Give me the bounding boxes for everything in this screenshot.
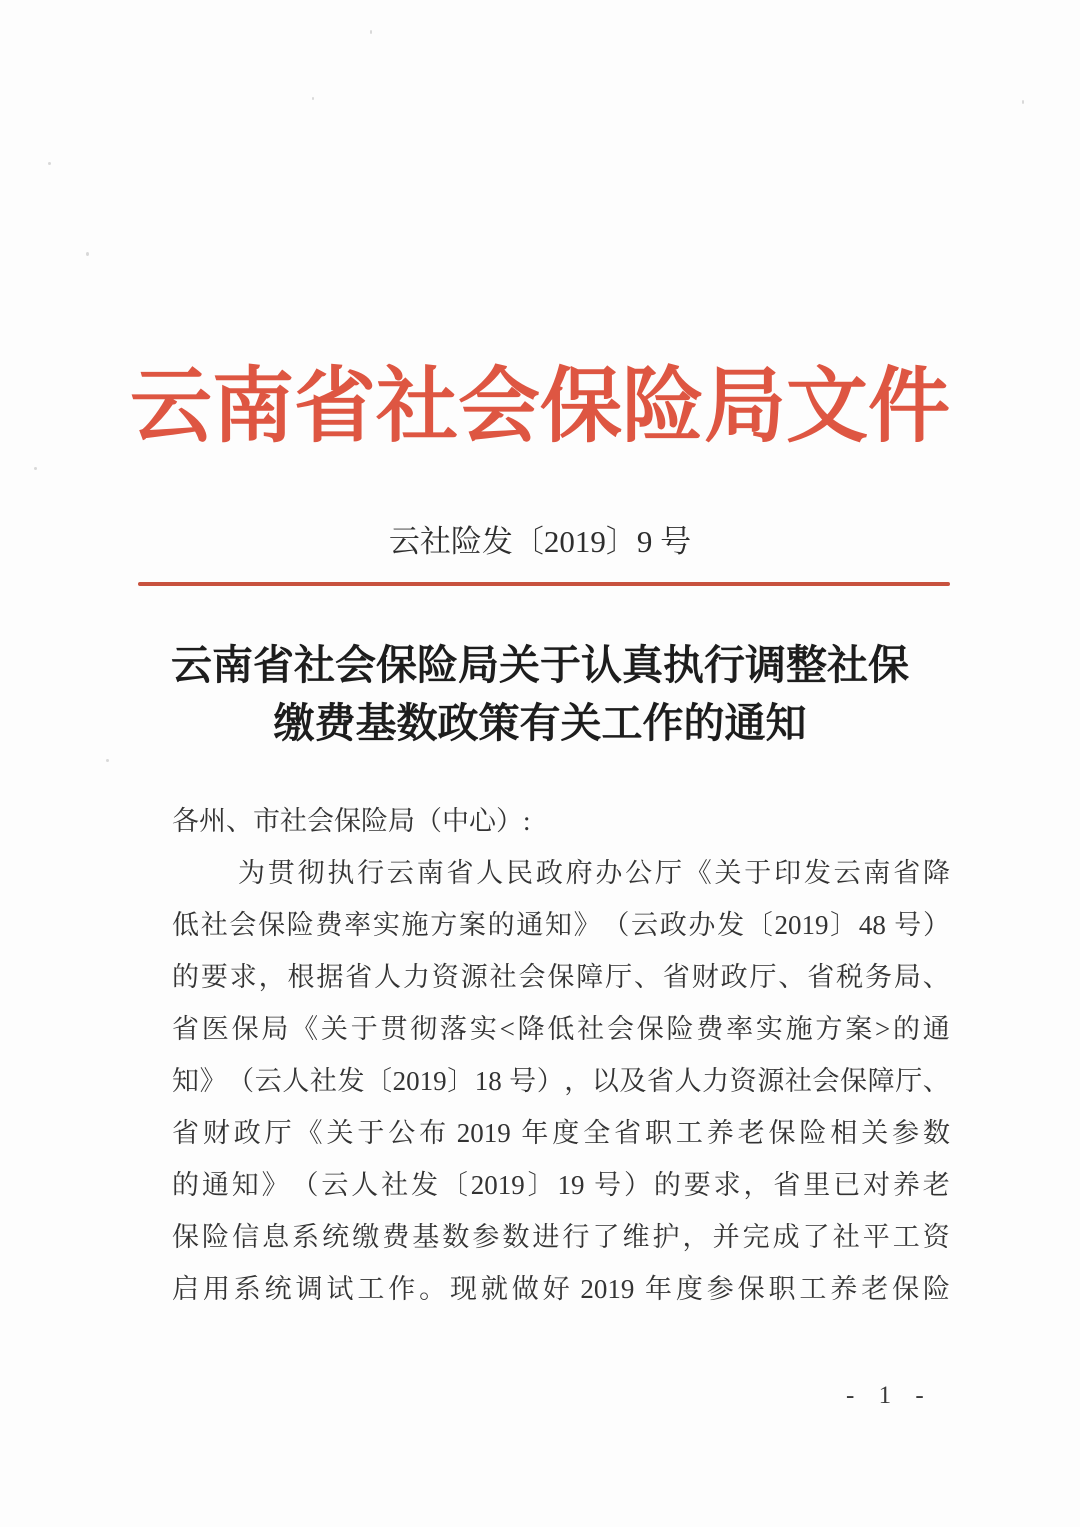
body-text-line: 启 用 系 统 调 试 工 作 。 现 就 做 好 2019 年 度 参 保 职 工 养 老 保 险 bbox=[172, 1274, 950, 1304]
document-title bbox=[90, 636, 990, 752]
scan-speck bbox=[370, 30, 372, 34]
org-title: 云南省社会保险局文件 bbox=[129, 361, 950, 452]
body-text-line: 省 财 政 厅 《 关 于 公 布 2019 年 度 全 省 职 工 养 老 保 险 相 关 参 数 bbox=[172, 1118, 950, 1148]
body-text-line: 为 贯 彻 执 行 云 南 省 人 民 政 府 办 公 厅 《 关 于 印 发 云 南 省 降 bbox=[238, 858, 950, 888]
body-text-line: 低 社 会 保 险 费 率 实 施 方 案 的 通 知 》 （ 云 政 办 发 〔 2019 〕 48 号 ） bbox=[172, 910, 950, 940]
body-text-line: 保 险 信 息 系 统 缴 费 基 数 参 数 进 行 了 维 护 ， 并 完 成 了 社 平 工 资 bbox=[172, 1222, 950, 1252]
body-paragraph bbox=[172, 847, 950, 1315]
scan-speck bbox=[86, 252, 89, 256]
scan-speck bbox=[34, 467, 37, 470]
scan-speck bbox=[1022, 100, 1024, 104]
scan-speck bbox=[48, 162, 51, 165]
body-text-line: 知 》 （ 云 人 社 发 〔 2019 〕 18 号 ） ， 以 及 省 人 力 资 源 社 会 保 障 厅 、 bbox=[172, 1066, 950, 1096]
doc-number: 云社险发〔2019〕9 号 bbox=[388, 524, 692, 559]
document-title-line2: 缴费基数政策有关工作的通知 bbox=[273, 700, 807, 746]
document-title-line1: 云南省社会保险局关于认真执行调整社保 bbox=[171, 642, 909, 688]
body-text-line: 的 通 知 》 （ 云 人 社 发 〔 2019 〕 19 号 ） 的 要 求 ， 省 里 已 对 养 老 bbox=[172, 1170, 950, 1200]
body-text-line: 省 医 保 局 《 关 于 贯 彻 落 实 < 降 低 社 会 保 险 费 率 实 施 方 案 > 的 通 bbox=[172, 1014, 950, 1044]
scan-speck bbox=[106, 759, 109, 762]
red-divider-line bbox=[138, 582, 950, 586]
salutation: 各州、市社会保险局（中心）: bbox=[172, 806, 531, 836]
page-number: - 1 - bbox=[846, 1382, 933, 1409]
body-text-line: 的 要 求 ， 根 据 省 人 力 资 源 社 会 保 障 厅 、 省 财 政 厅 、 省 税 务 局 、 bbox=[172, 962, 950, 992]
scan-speck bbox=[312, 97, 314, 100]
